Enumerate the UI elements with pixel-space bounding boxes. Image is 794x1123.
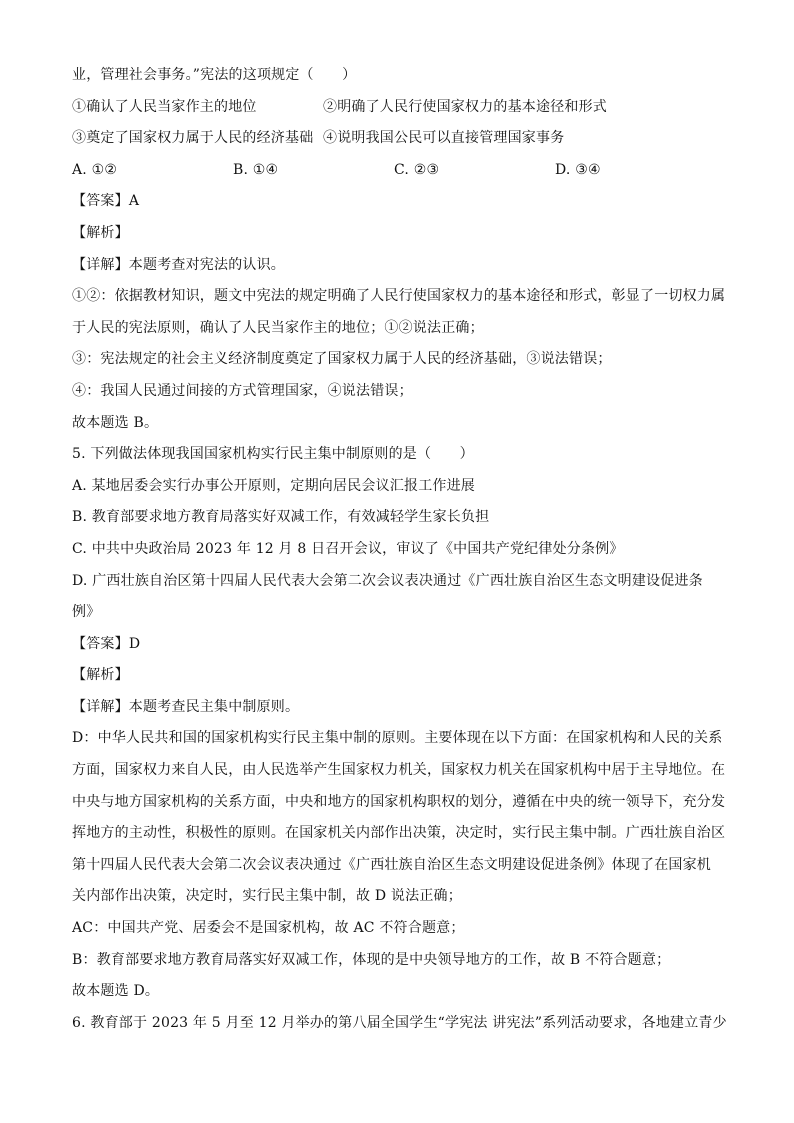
q5-detail-line: D：中华人民共和国的国家机构实行民主集中制的原则。主要体现在以下方面：在国家机构和人民的关系 bbox=[72, 730, 723, 747]
q5-detail-line: 【详解】本题考查民主集中制原则。 bbox=[72, 698, 300, 715]
answer-label: 【答案】 bbox=[72, 635, 129, 652]
q4-detail-line: ③：宪法规定的社会主义经济制度奠定了国家权力属于人民的经济基础，③说法错误； bbox=[72, 351, 612, 368]
q5-detail-line: B：教育部要求地方教育局落实好双减工作，体现的是中央领导地方的工作，故 B 不符合题意； bbox=[72, 951, 671, 968]
q4-option-a: A. ①② bbox=[72, 161, 118, 178]
q4-statement-1: ①确认了人民当家作主的地位 bbox=[72, 98, 257, 115]
q5-detail-line: 故本题选 D。 bbox=[72, 983, 160, 1000]
q4-detail-line: ④：我国人民通过间接的方式管理国家，④说法错误； bbox=[72, 382, 413, 399]
q4-detail-line: 于人民的宪法原则，确认了人民当家作主的地位；①②说法正确； bbox=[72, 319, 484, 336]
q4-statement-2: ②明确了人民行使国家权力的基本途径和形式 bbox=[323, 98, 607, 115]
q4-stem-tail: 业，管理社会事务。”宪法的这项规定（ ） bbox=[72, 67, 357, 83]
q4-analysis-label: 【解析】 bbox=[72, 224, 129, 241]
q4-statement-3: ③奠定了国家权力属于人民的经济基础 bbox=[72, 130, 314, 147]
q4-answer bbox=[72, 189, 722, 221]
q4-option-b: B. ①④ bbox=[233, 161, 279, 178]
q5-option-b: B. 教育部要求地方教育局落实好双减工作，有效减轻学生家长负担 bbox=[72, 509, 490, 526]
q5-detail-line: 关内部作出决策，决定时，实行民主集中制，故 D 说法正确； bbox=[72, 888, 462, 905]
page-content bbox=[72, 63, 727, 1042]
q5-answer bbox=[72, 632, 722, 664]
q5-detail-line: AC：中国共产党、居委会不是国家机构，故 AC 不符合题意； bbox=[72, 920, 465, 937]
q6-stem: 6. 教育部于 2023 年 5 月至 12 月举办的第八届全国学生“学宪法 讲宪法”系列活动要求，各地建立青少 bbox=[72, 1014, 727, 1031]
q4-statement-4: ④说明我国公民可以直接管理国家事务 bbox=[323, 130, 565, 147]
q4-detail-line: ①②：依据教材知识，题文中宪法的规定明确了人民行使国家权力的基本途径和形式，彰显了一切权力属 bbox=[72, 288, 726, 305]
q4-detail-line: 【详解】本题考查对宪法的认识。 bbox=[72, 256, 285, 273]
answer-label: 【答案】 bbox=[72, 193, 129, 210]
q4-option-d: D. ③④ bbox=[555, 161, 601, 178]
q5-detail-line: 中央与地方国家机构的关系方面，中央和地方的国家机构职权的划分，遵循在中央的统一领导下，充分发 bbox=[72, 793, 726, 810]
q5-analysis-label: 【解析】 bbox=[72, 667, 129, 684]
q4-statement-row bbox=[72, 126, 722, 158]
q5-option-d: D. 广西壮族自治区第十四届人民代表大会第二次会议表决通过《广西壮族自治区生态文明建设促进条 bbox=[72, 572, 703, 589]
q4-statement-row bbox=[72, 95, 722, 127]
q4-detail-line: 故本题选 B。 bbox=[72, 414, 159, 431]
q5-option-c: C. 中共中央政治局 2023 年 12 月 8 日召开会议，审议了《中国共产党纪律处分条例》 bbox=[72, 540, 624, 557]
q5-detail-line: 方面，国家权力来自人民，由人民选举产生国家权力机关，国家权力机关在国家机构中居于主导地位。在 bbox=[72, 762, 726, 779]
q5-option-d-continued: 例》 bbox=[72, 604, 101, 621]
q4-option-c: C. ②③ bbox=[394, 161, 440, 178]
q5-stem: 5. 下列做法体现我国国家机构实行民主集中制原则的是（ ） bbox=[72, 446, 474, 463]
q5-detail-line: 第十四届人民代表大会第二次会议表决通过《广西壮族自治区生态文明建设促进条例》体现了在国家机 bbox=[72, 856, 711, 873]
answer-value: A bbox=[128, 193, 140, 210]
q4-options bbox=[72, 158, 722, 190]
q5-detail-line: 挥地方的主动性，积极性的原则。在国家机关内部作出决策，决定时，实行民主集中制。广西壮族自治区 bbox=[72, 825, 726, 842]
answer-value: D bbox=[128, 635, 141, 652]
q5-option-a: A. 某地居委会实行办事公开原则，定期向居民会议汇报工作进展 bbox=[72, 477, 476, 494]
